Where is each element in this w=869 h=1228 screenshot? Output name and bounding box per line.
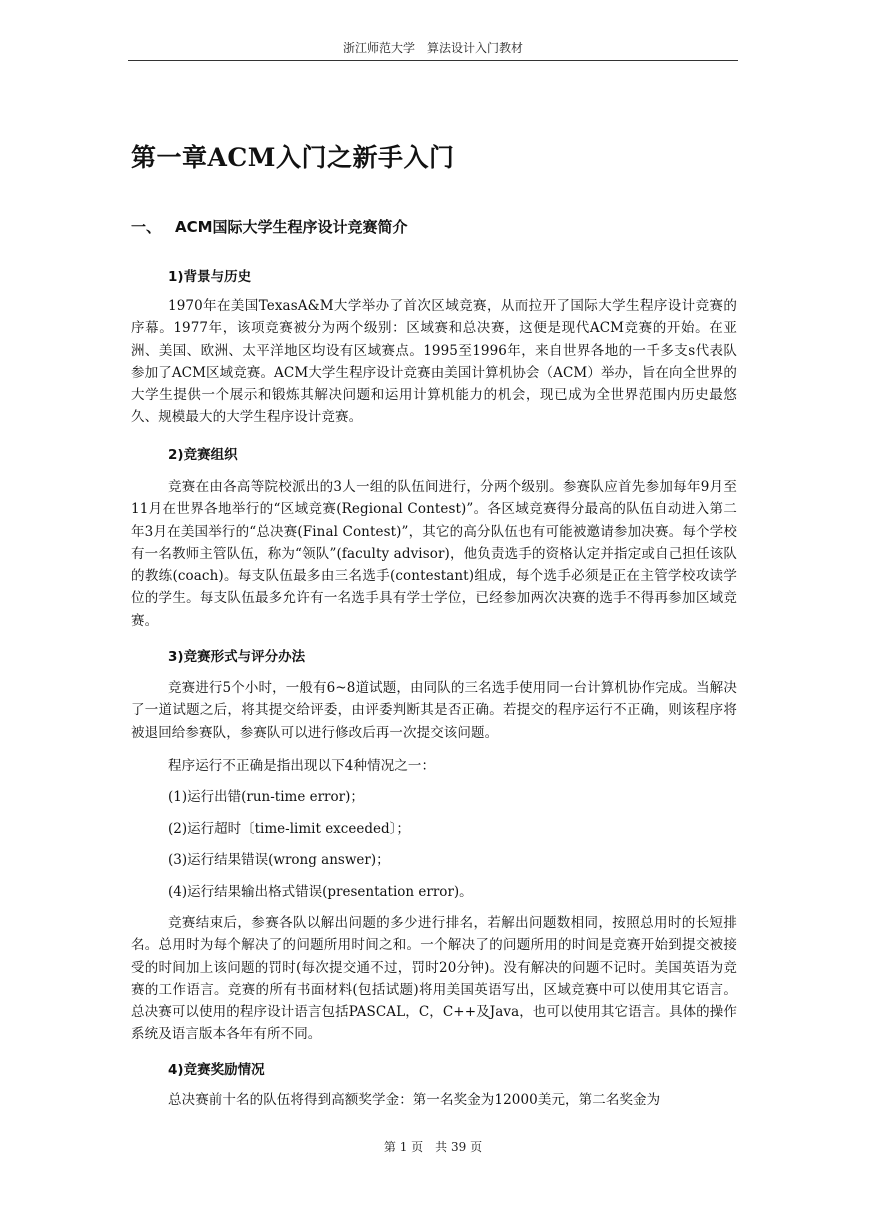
chapter-title: 第一章ACM入门之新手入门: [131, 143, 455, 172]
page-footer: 第 1 页 共 39 页: [383, 1140, 483, 1154]
subsection-heading-1: 1)背景与历史: [168, 269, 252, 285]
error-list-item: (2)运行超时〔time-limit exceeded〕；: [168, 821, 410, 837]
header-rule: [128, 60, 738, 61]
subsection-heading-2: 2)竞赛组织: [168, 447, 238, 463]
error-list-item: (3)运行结果错误(wrong answer)；: [168, 852, 390, 868]
paragraph-ranking: 竞赛结束后，参赛各队以解出问题的多少进行排名，若解出问题数相同，按照总用时的长短排名。总用时为每个解决了的问题所用时间之和。一个解决了的问题所用的时间是竞赛开始到提交被接受的时间加上该问题的罚时(每次提交通不过，罚时20分钟)。没有解决的问题不记时。美国英语为竞赛的工作语言。竞赛的所有书面材料(包括试题)将用美国英语写出，区域竞赛中可以使用其它语言。总决赛可以使用的程序设计语言包括PASCAL，C，C++及Java，也可以使用其它语言。具体的操作系统及语言版本各年有所不同。: [131, 915, 737, 1043]
paragraph-format: 竞赛进行5个小时，一般有6~8道试题，由同队的三名选手使用同一台计算机协作完成。当解决了一道试题之后，将其提交给评委，由评委判断其是否正确。若提交的程序运行不正确，则该程序将被退回给参赛队，参赛队可以进行修改后再一次提交该问题。: [131, 680, 737, 741]
error-list-item: (1)运行出错(run-time error)；: [168, 789, 364, 805]
paragraph-error-intro: 程序运行不正确是指出现以下4种情况之一：: [168, 758, 436, 774]
paragraph-background: 1970年在美国TexasA&M大学举办了首次区域竞赛，从而拉开了国际大学生程序设计竞赛的序幕。1977年，该项竞赛被分为两个级别：区域赛和总决赛，这便是现代ACM竞赛的开始。在亚洲、美国、欧洲、太平洋地区均设有区域赛点。1995至1996年，来自世界各地的一千多支s代表队参加了ACM区域竞赛。ACM大学生程序设计竞赛由美国计算机协会（ACM）举办，旨在向全世界的大学生提供一个展示和锻炼其解决问题和运用计算机能力的机会，现已成为全世界范围内历史最悠久、规模最大的大学生程序设计竞赛。: [131, 298, 737, 426]
section-number: 一、: [131, 218, 162, 236]
paragraph-awards: 总决赛前十名的队伍将得到高额奖学金：第一名奖金为12000美元，第二名奖金为: [168, 1092, 661, 1108]
section-title: [131, 216, 408, 238]
section-title-text: ACM国际大学生程序设计竞赛简介: [175, 218, 408, 236]
paragraph-organization: 竞赛在由各高等院校派出的3人一组的队伍间进行，分两个级别。参赛队应首先参加每年9月至11月在世界各地举行的“区域竞赛(Regional Contest)”。各区域竞赛得分最高的队伍自动进入第二年3月在美国举行的“总决赛(Final Contest)”，其它的高分队伍也有可能被邀请参加决赛。每个学校有一名教师主管队伍，称为“领队”(faculty advisor)，他负责选手的资格认定并指定或自己担任该队的教练(coach)。每支队伍最多由三名选手(contestant)组成，每个选手必须是正在主管学校攻读学位的学生。每支队伍最多允许有一名选手具有学士学位，已经参加两次决赛的选手不得再参加区域竞赛。: [131, 479, 737, 629]
error-list-item: (4)运行结果输出格式错误(presentation error)。: [168, 884, 473, 900]
subsection-heading-3: 3)竞赛形式与评分办法: [168, 649, 306, 665]
page-header: 浙江师范大学 算法设计入门教材: [342, 41, 523, 55]
subsection-heading-4: 4)竞赛奖励情况: [168, 1062, 265, 1078]
